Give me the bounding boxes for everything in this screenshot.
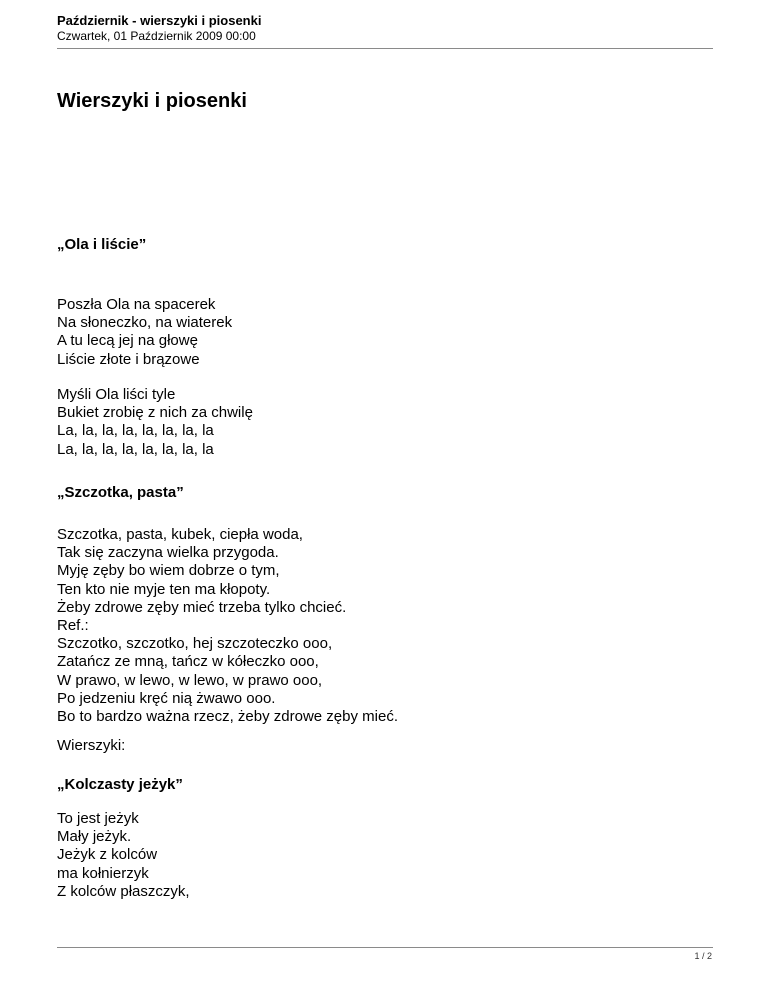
verse-line: Liście złote i brązowe (57, 350, 200, 368)
poems-label: Wierszyki: (57, 737, 126, 754)
verse-line: Jeżyk z kolców (57, 846, 158, 864)
header-date: Czwartek, 01 Październik 2009 00:00 (57, 29, 256, 43)
verse-line: A tu lecą jej na głowę (57, 332, 198, 350)
page-number: 1 / 2 (694, 951, 712, 961)
verse-line: Na słoneczko, na wiaterek (57, 314, 233, 332)
footer-divider (57, 947, 713, 948)
song-ola-stanza-2 (57, 386, 713, 459)
verse-line: ma kołnierzyk (57, 864, 149, 882)
page-title: Wierszyki i piosenki (57, 90, 247, 112)
verse-line: Żeby zdrowe zęby mieć trzeba tylko chcieć. (57, 598, 347, 616)
poem-jezyk-lines (57, 810, 713, 901)
verse-line: Po jedzeniu kręć nią żwawo ooo. (57, 689, 276, 707)
verse-line: Bukiet zrobię z nich za chwilę (57, 404, 253, 422)
verse-line: Myję zęby bo wiem dobrze o tym, (57, 562, 280, 580)
verse-line: Bo to bardzo ważna rzecz, żeby zdrowe zęby mieć. (57, 708, 398, 726)
song-title-ola: „Ola i liście” (57, 236, 147, 253)
verse-line: Tak się zaczyna wielka przygoda. (57, 544, 279, 562)
verse-line: Zatańcz ze mną, tańcz w kółeczko ooo, (57, 653, 319, 671)
verse-line: Z kolców płaszczyk, (57, 882, 190, 900)
verse-line: Ref.: (57, 617, 89, 635)
verse-line: Ten kto nie myje ten ma kłopoty. (57, 580, 271, 598)
verse-line: W prawo, w lewo, w lewo, w prawo ooo, (57, 671, 323, 689)
page-header (57, 12, 713, 44)
song-szczotka-lyrics (57, 526, 713, 726)
poem-title-jezyk: „Kolczasty jeżyk” (57, 776, 183, 793)
verse-line: To jest jeżyk (57, 810, 139, 827)
song-ola-stanza-1 (57, 296, 713, 369)
verse-line: La, la, la, la, la, la, la, la (57, 440, 214, 458)
song-title-szczotka: „Szczotka, pasta” (57, 484, 184, 501)
verse-line: Poszła Ola na spacerek (57, 296, 216, 313)
header-title: Październik - wierszyki i piosenki (57, 13, 262, 28)
verse-line: Mały jeżyk. (57, 828, 132, 846)
verse-line: Myśli Ola liści tyle (57, 386, 176, 403)
verse-line: Szczotka, pasta, kubek, ciepła woda, (57, 526, 303, 543)
verse-line: Szczotko, szczotko, hej szczoteczko ooo, (57, 635, 333, 653)
verse-line: La, la, la, la, la, la, la, la (57, 422, 214, 440)
header-divider (57, 48, 713, 49)
